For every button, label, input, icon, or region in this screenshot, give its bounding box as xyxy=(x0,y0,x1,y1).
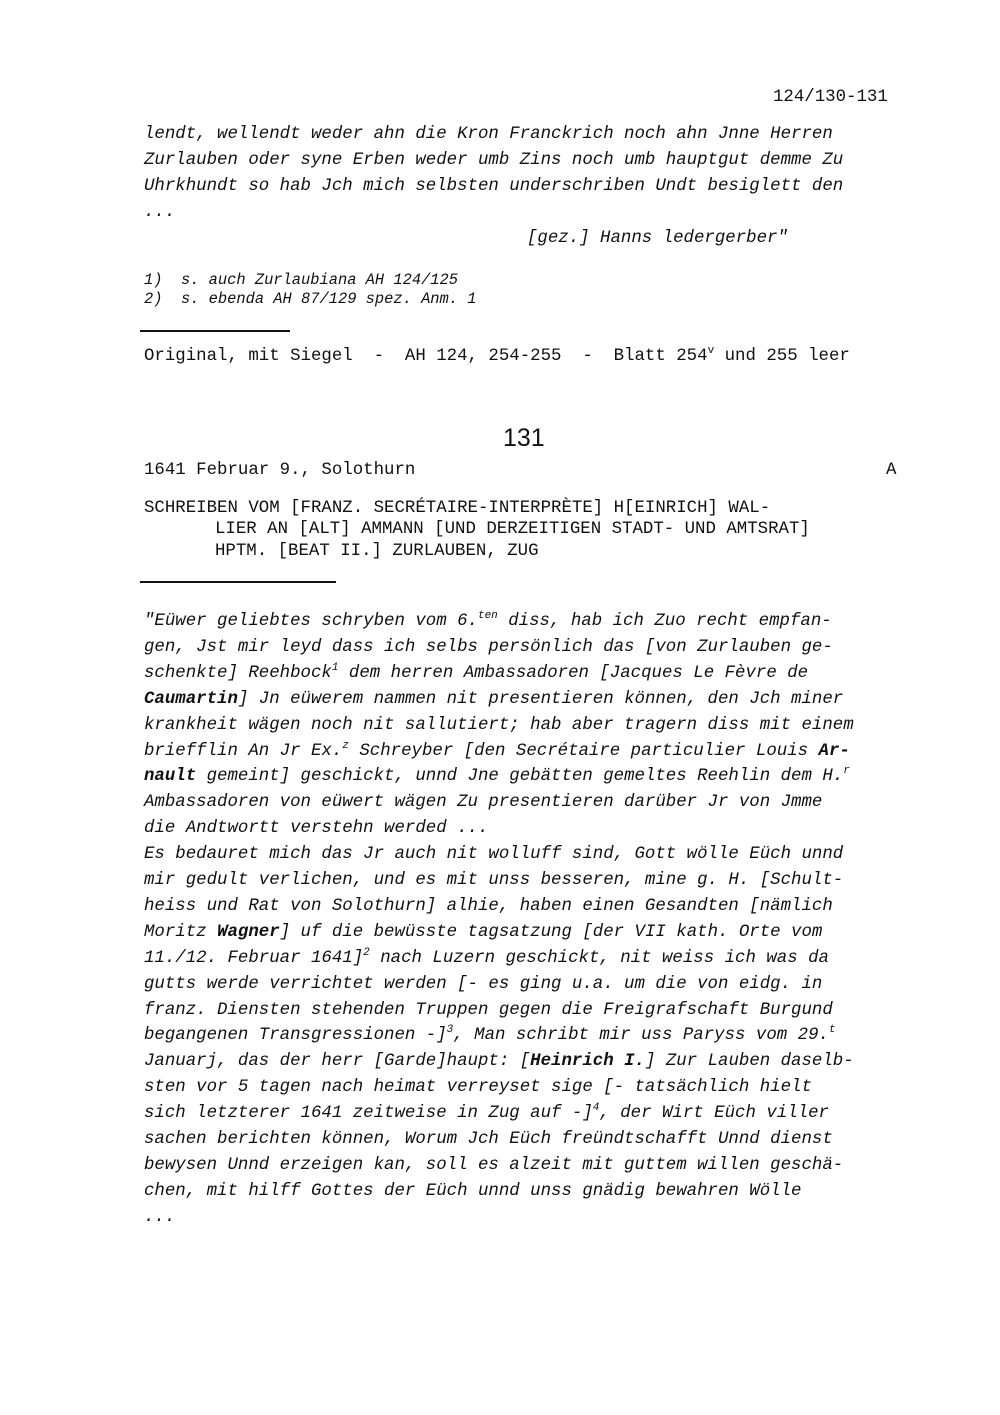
footnote: 1) s. auch Zurlaubiana AH 124/125 xyxy=(144,271,459,289)
text-segment: krankheit wägen noch nit sallutiert; hab aber tragern diss mit einem xyxy=(144,715,854,735)
letter-body-line xyxy=(144,639,833,656)
text-segment: Es bedauret mich das Jr auch nit wolluff sind, Gott wölle Eüch unnd xyxy=(144,845,844,865)
text-segment: franz. Diensten stehenden Truppen gegen die Freigrafschaft Burgund xyxy=(144,1000,833,1020)
text-segment: Januarj, das der herr [Garde]haupt: [ xyxy=(144,1052,531,1072)
footnote-marker: r xyxy=(843,765,850,778)
emphasized-name: nault xyxy=(144,767,197,787)
letter-body-line xyxy=(144,846,843,863)
text-segment: gen, Jst mir leyd dass ich selbs persönlich das [von Zurlauben ge- xyxy=(144,637,833,657)
signature-line: [gez.] Hanns ledergerber" xyxy=(527,229,788,248)
letter-body-line xyxy=(144,1079,812,1096)
page-reference: 124/130-131 xyxy=(773,88,888,107)
footnote-marker: z xyxy=(342,739,349,752)
text-segment: ] Jn eüwerem nammen nit presentieren können, den Jch miner xyxy=(237,689,844,709)
date-place: 1641 Februar 9., Solothurn xyxy=(144,461,416,480)
title-divider xyxy=(140,581,336,583)
text-segment: Moritz xyxy=(144,922,218,942)
source-note-tail: und 255 leer xyxy=(714,347,850,366)
text-segment: "Eüwer geliebtes schryben vom 6. xyxy=(144,612,478,631)
previous-text-line: ... xyxy=(144,203,176,222)
text-segment: bewysen Unnd erzeigen kan, soll es alzeit mit guttem willen geschä- xyxy=(144,1155,844,1175)
letter-body-line xyxy=(144,794,822,811)
source-note-text: Original, mit Siegel - AH 124, 254-255 - Blatt 254 xyxy=(144,347,708,366)
letter-body-line xyxy=(144,872,843,889)
text-segment: die Andtwortt verstehn werded ... xyxy=(144,819,489,839)
footnote-marker: 1 xyxy=(331,661,339,674)
letter-body-line xyxy=(144,946,829,968)
document-number: 131 xyxy=(503,424,545,452)
text-segment: briefflin An Jr Ex. xyxy=(144,741,343,761)
text-segment: gutts werde verrichtet werden [- es ging u.a. um die von eidg. in xyxy=(144,974,823,994)
letter-body-line xyxy=(144,1002,833,1019)
title-line: HPTM. [BEAT II.] ZURLAUBEN, ZUG xyxy=(215,542,539,561)
letter-body-line xyxy=(144,610,832,631)
letter-body-line xyxy=(144,661,809,683)
text-segment: chen, mit hilff Gottes der Eüch unnd unss gnädig bewahren Wölle xyxy=(144,1181,802,1201)
footnote-marker: ten xyxy=(477,610,498,622)
footnote-marker: 3 xyxy=(446,1024,454,1037)
text-segment: sich letzterer 1641 zeitweise in Zug auf -] xyxy=(144,1104,593,1124)
previous-text-line: Zurlauben oder syne Erben weder umb Zins noch umb hauptgut demme Zu xyxy=(144,151,844,170)
previous-text-line: Uhrkhundt so hab Jch mich selbsten underschriben Undt besiglett den xyxy=(144,177,844,196)
text-segment: heiss und Rat von Solothurn] alhie, haben einen Gesandten [nämlich xyxy=(144,896,833,916)
text-segment: begangenen Transgressionen -] xyxy=(144,1026,447,1046)
text-segment: Schreyber [den Secrétaire particulier Louis xyxy=(348,741,819,761)
letter-body-line xyxy=(144,765,850,787)
letter-body-line xyxy=(144,1183,801,1200)
text-segment: ] uf die bewüsste tagsatzung [der VII kath. Orte vom xyxy=(279,922,823,942)
text-segment: schenkte] Reehbock xyxy=(144,663,332,683)
text-segment: ] Zur Lauben daselb- xyxy=(644,1052,854,1072)
emphasized-name: Caumartin xyxy=(144,689,238,709)
letter-body-line xyxy=(144,898,833,915)
text-segment: , Man schribt mir uss Paryss vom 29. xyxy=(453,1026,829,1046)
document-letter: A xyxy=(886,461,897,480)
letter-body-line xyxy=(144,1209,175,1226)
letter-body-line xyxy=(144,1157,843,1174)
text-segment: gemeint] geschickt, unnd Jne gebätten gemeltes Reehlin dem H. xyxy=(196,767,844,787)
letter-body-line xyxy=(144,717,854,734)
source-note-superscript: v xyxy=(707,345,715,357)
text-segment: mir gedult verlichen, und es mit unss besseren, mine g. H. [Schult- xyxy=(144,871,844,890)
title-line: SCHREIBEN VOM [FRANZ. SECRÉTAIRE-INTERPRÈTE] H[EINRICH] WAL- xyxy=(144,499,771,518)
source-note xyxy=(144,345,850,366)
text-segment: dem herren Ambassadoren [Jacques Le Fèvre de xyxy=(338,663,809,683)
letter-body-line xyxy=(144,1053,854,1070)
letter-body-line xyxy=(144,739,850,761)
text-segment: nach Luzern geschickt, nit weiss ich was da xyxy=(369,948,829,968)
emphasized-name: Wagner xyxy=(217,922,280,942)
title-line: LIER AN [ALT] AMMANN [UND DERZEITIGEN STADT- UND AMTSRAT] xyxy=(215,520,810,539)
letter-body-line xyxy=(144,691,843,708)
text-segment: ... xyxy=(144,1207,176,1227)
letter-body-line xyxy=(144,1102,829,1124)
letter-body-line xyxy=(144,1024,836,1046)
text-segment: , der Wirt Eüch viller xyxy=(599,1104,829,1124)
footnote-marker: 2 xyxy=(363,946,370,959)
text-segment: Ambassadoren von eüwert wägen Zu presentieren darüber Jr von Jmme xyxy=(144,793,823,813)
emphasized-name: Ar- xyxy=(818,741,850,761)
letter-body-line xyxy=(144,924,822,941)
letter-body-line xyxy=(144,976,822,993)
footnote: 2) s. ebenda AH 87/129 spez. Anm. 1 xyxy=(144,290,477,308)
emphasized-name: Heinrich I. xyxy=(530,1052,645,1072)
footnote-marker: t xyxy=(828,1024,836,1037)
text-segment: diss, hab ich Zuo recht empfan- xyxy=(497,612,832,631)
letter-body-line xyxy=(144,820,488,837)
text-segment: 11./12. Februar 1641] xyxy=(144,948,364,968)
text-segment: sachen berichten können, Worum Jch Eüch freündtschafft Unnd dienst xyxy=(144,1130,833,1149)
text-segment: sten vor 5 tagen nach heimat verreyset sige [- tatsächlich hielt xyxy=(144,1078,812,1098)
footnote-marker: 4 xyxy=(592,1102,600,1115)
previous-text-line: lendt, wellendt weder ahn die Kron Franckrich noch ahn Jnne Herren xyxy=(144,125,833,144)
letter-body-line xyxy=(144,1131,833,1148)
footnote-divider xyxy=(140,330,290,332)
